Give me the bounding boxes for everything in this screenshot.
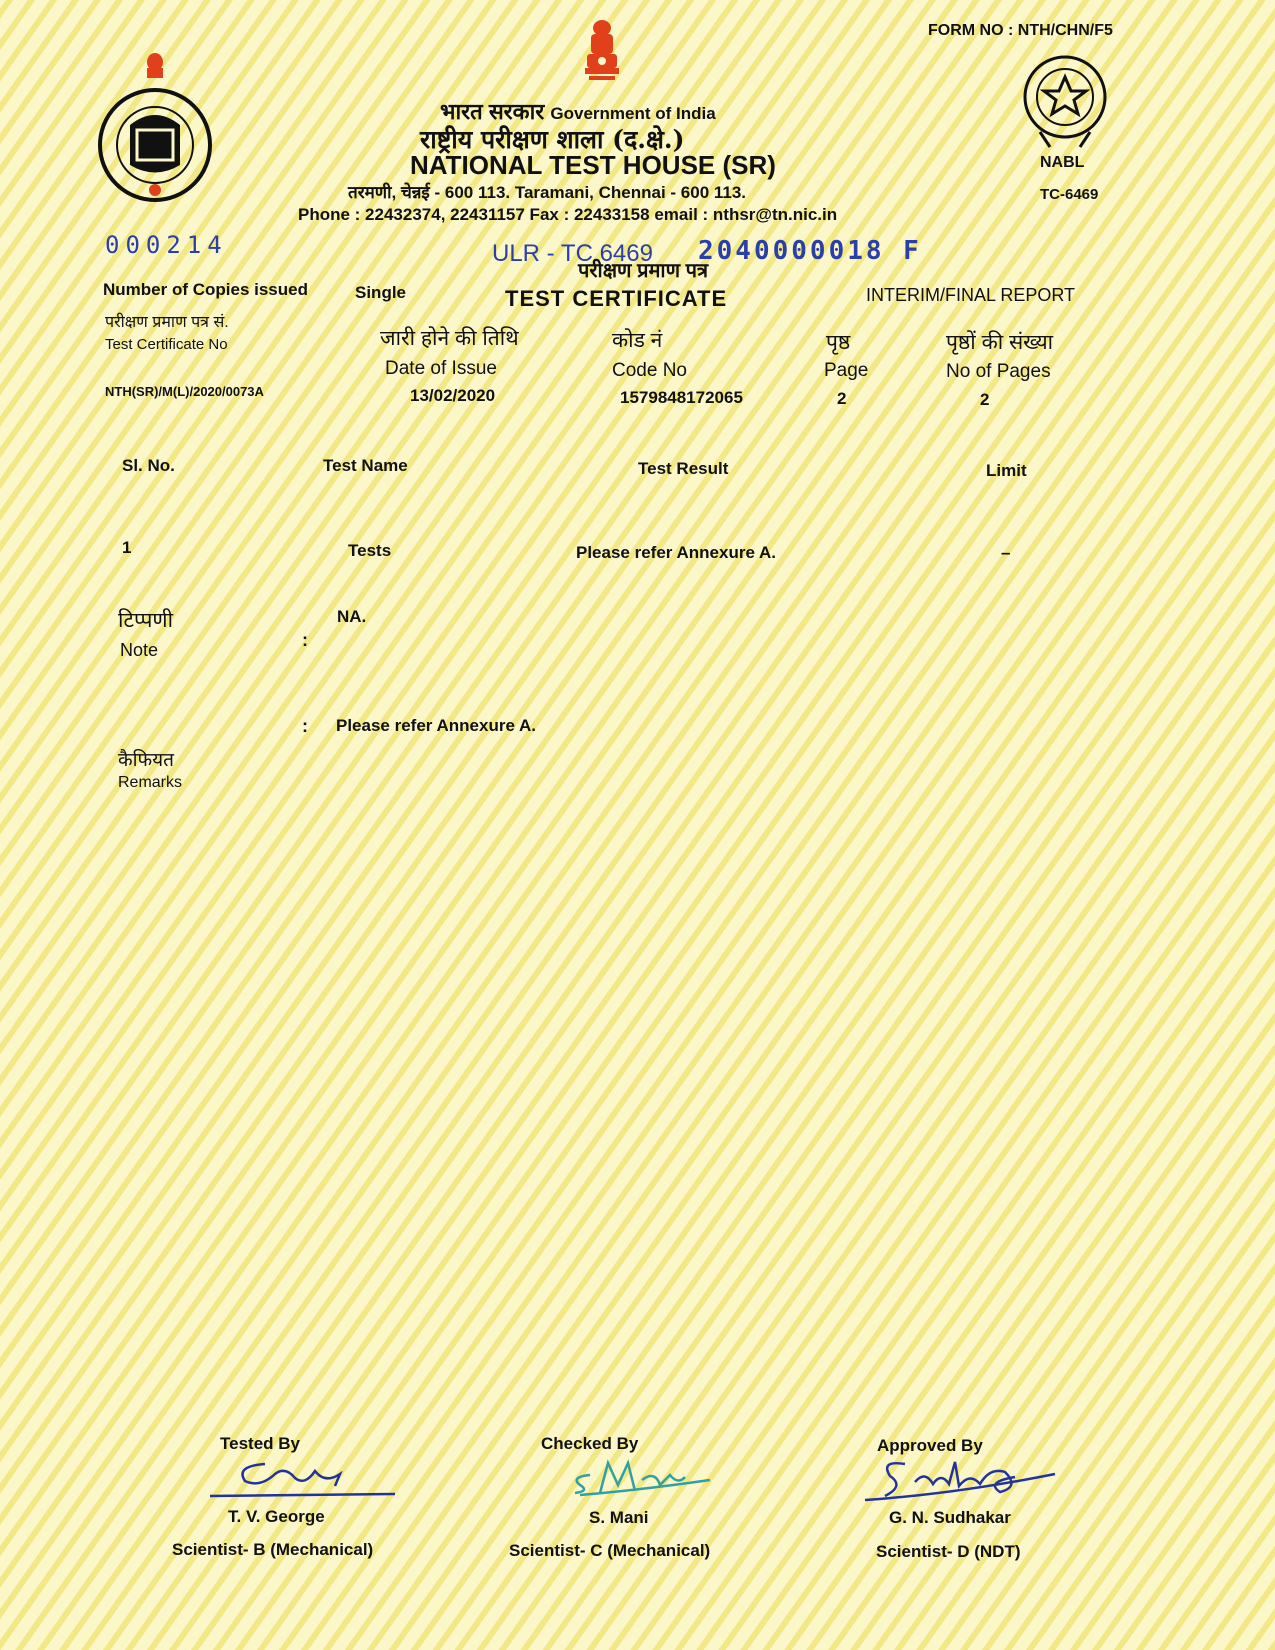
page-label-hi: पृष्ठ	[826, 331, 851, 354]
serial-number: 000214	[105, 231, 228, 259]
approved-by-name: G. N. Sudhakar	[889, 1508, 1011, 1527]
report-type: INTERIM/FINAL REPORT	[866, 285, 1076, 305]
ulr-number: 2040000018 F	[698, 236, 922, 266]
tested-by-designation: Scientist- B (Mechanical)	[172, 1540, 374, 1559]
approved-by-label: Approved By	[877, 1436, 983, 1455]
tested-by-name: T. V. George	[228, 1507, 325, 1526]
header-test-result: Test Result	[638, 459, 729, 478]
header-test-name: Test Name	[323, 456, 408, 475]
note-colon: :	[302, 630, 308, 650]
copies-value: Single	[355, 283, 407, 302]
remarks-value: Please refer Annexure A.	[336, 716, 536, 735]
row-limit: –	[1001, 543, 1011, 562]
header-government-en: Government of India	[550, 104, 716, 123]
signature-sudhakar-icon	[855, 1452, 1065, 1507]
nabl-logo-icon	[1010, 52, 1120, 152]
code-no-value: 1579848172065	[620, 388, 743, 407]
nabl-label: NABL	[1040, 154, 1085, 171]
date-of-issue-label-hi: जारी होने की तिथि	[380, 327, 519, 350]
row-sl-no: 1	[122, 538, 132, 557]
row-test-name: Tests	[348, 541, 392, 560]
remarks-label: Remarks	[118, 774, 183, 791]
no-of-pages-label: No of Pages	[946, 361, 1051, 382]
nth-seal-icon	[95, 50, 215, 210]
nabl-tc-number: TC-6469	[1040, 186, 1099, 203]
header-limit: Limit	[986, 461, 1027, 480]
copies-label: Number of Copies issued	[103, 280, 308, 299]
header-contact: Phone : 22432374, 22431157 Fax : 22433158 email : nthsr@tn.nic.in	[298, 205, 838, 224]
header-government-hi: भारत सरकार	[440, 99, 545, 124]
no-of-pages-value: 2	[980, 390, 990, 409]
signature-mani-icon	[560, 1455, 720, 1500]
row-test-result: Please refer Annexure A.	[576, 543, 776, 562]
note-label-hi: टिप्पणी	[118, 609, 174, 632]
certificate-title: TEST CERTIFICATE	[505, 286, 728, 311]
header-institution-hi: राष्ट्रीय परीक्षण शाला (द.क्षे.)	[420, 125, 685, 154]
remarks-label-hi: कैफियत	[118, 750, 175, 771]
checked-by-designation: Scientist- C (Mechanical)	[509, 1541, 711, 1560]
code-no-label: Code No	[612, 360, 687, 381]
tc-label-hi: परीक्षण प्रमाण पत्र सं.	[105, 314, 229, 331]
page-label: Page	[824, 360, 869, 381]
date-of-issue-value: 13/02/2020	[410, 386, 496, 405]
remarks-colon: :	[302, 716, 308, 736]
header-sl-no: Sl. No.	[122, 456, 175, 475]
page-value: 2	[837, 389, 847, 408]
code-no-label-hi: कोड नं	[612, 329, 663, 352]
tested-by-label: Tested By	[220, 1434, 300, 1453]
note-label: Note	[120, 640, 159, 660]
approved-by-designation: Scientist- D (NDT)	[876, 1542, 1021, 1561]
no-of-pages-label-hi: पृष्ठों की संख्या	[946, 331, 1054, 354]
header-address: तरमणी, चेन्नई - 600 113. Taramani, Chennai - 600 113.	[348, 183, 747, 202]
certificate-title-hi: परीक्षण प्रमाण पत्र	[578, 260, 709, 282]
checked-by-label: Checked By	[541, 1434, 639, 1453]
tc-value: NTH(SR)/M(L)/2020/0073A	[105, 384, 264, 399]
ulr-prefix: ULR - TC 6469	[492, 240, 653, 267]
checked-by-name: S. Mani	[589, 1508, 649, 1527]
date-of-issue-label: Date of Issue	[385, 358, 497, 379]
header-institution-en: NATIONAL TEST HOUSE (SR)	[410, 150, 776, 180]
tc-label: Test Certificate No	[105, 336, 228, 353]
note-value: NA.	[337, 607, 367, 626]
form-number: FORM NO : NTH/CHN/F5	[928, 22, 1113, 39]
signature-george-icon	[205, 1456, 405, 1501]
national-emblem-icon	[577, 18, 627, 88]
